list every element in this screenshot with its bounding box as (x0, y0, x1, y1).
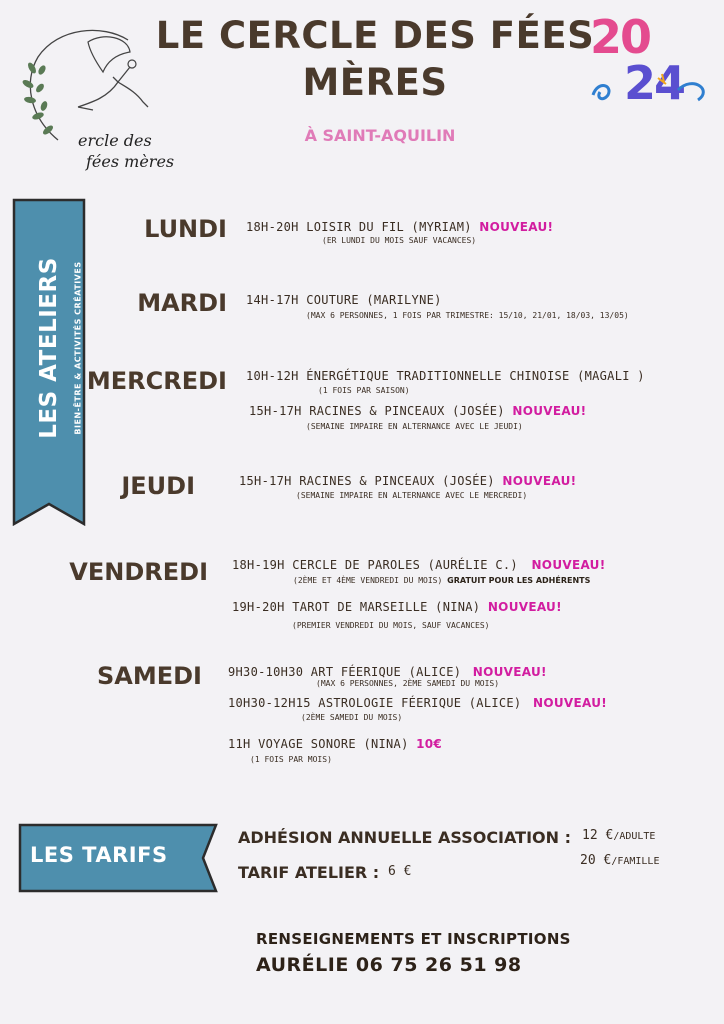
vendredi-note-2: (PREMIER VENDREDI DU MOIS, SAUF VACANCES) (292, 621, 490, 630)
gratuit-label: GRATUIT POUR LES ADHÉRENTS (447, 576, 591, 585)
lundi-activity-1 (246, 220, 553, 234)
day-jeudi: JEUDI (121, 472, 195, 500)
new-badge: NOUVEAU! (479, 220, 554, 234)
page-title (150, 12, 600, 106)
year-badge (588, 10, 713, 125)
samedi-activity-1 (228, 665, 547, 679)
samedi-note-1: (MAX 6 PERSONNES, 2ÈME SAMEDI DU MOIS) (316, 679, 500, 688)
logo-line-2: fées mères (86, 152, 175, 171)
activity-text: 15H-17H RACINES & PINCEAUX (JOSÉE) (249, 404, 505, 418)
price-unit: /FAMILLE (611, 856, 660, 867)
activity-text: 9H30-10H30 ART FÉERIQUE (ALICE) (228, 665, 462, 679)
new-badge: NOUVEAU! (502, 474, 577, 488)
activity-text: 18H-20H LOISIR DU FIL (MYRIAM) (246, 220, 472, 234)
activity-text: 15H-17H RACINES & PINCEAUX (JOSÉE) (239, 474, 495, 488)
fairy-wing (88, 37, 130, 72)
new-badge: NOUVEAU! (512, 404, 587, 418)
atelier-price: 6 € (388, 864, 412, 879)
price-value: 20 € (580, 853, 612, 868)
vendredi-activity-1 (232, 558, 605, 572)
contact-phone: AURÉLIE 06 75 26 51 98 (256, 954, 522, 976)
activity-text: 19H-20H TAROT DE MARSEILLE (NINA) (232, 600, 481, 614)
price-unit: /ADULTE (613, 831, 656, 842)
vendredi-note-1 (293, 576, 590, 585)
note-text: (2ÈME ET 4ÈME VENDREDI DU MOIS) (293, 576, 443, 585)
activity-text: 11H VOYAGE SONORE (NINA) (228, 737, 409, 751)
ateliers-title: LES ATELIERS (36, 257, 62, 439)
logo-text (78, 130, 174, 172)
mercredi-note-2: (SEMAINE IMPAIRE EN ALTERNANCE AVEC LE JEUDI) (306, 422, 523, 431)
samedi-activity-3 (228, 737, 442, 751)
new-badge: NOUVEAU! (472, 665, 547, 679)
activity-text: 18H-19H CERCLE DE PAROLES (AURÉLIE C.) (232, 558, 518, 572)
tarifs-title: LES TARIFS (30, 843, 168, 867)
samedi-activity-2 (228, 696, 607, 710)
samedi-note-2: (2ÈME SAMEDI DU MOIS) (301, 713, 403, 722)
day-mardi: MARDI (137, 289, 227, 317)
samedi-note-3: (1 FOIS PAR MOIS) (250, 755, 332, 764)
day-vendredi: VENDREDI (69, 558, 208, 586)
ateliers-subtitle: BIEN-ÊTRE & ACTIVITÉS CRÉATIVES (73, 261, 83, 435)
adhesion-adult-price (582, 828, 655, 843)
day-samedi: SAMEDI (97, 662, 202, 690)
activity-text: 10H30-12H15 ASTROLOGIE FÉERIQUE (ALICE) (228, 696, 522, 710)
mercredi-activity-1: 10H-12H ÉNERGÉTIQUE TRADITIONNELLE CHINOISE (MAGALI ) (246, 369, 645, 383)
mardi-activity-1: 14H-17H COUTURE (MARILYNE) (246, 293, 442, 307)
atelier-label: TARIF ATELIER : (238, 863, 380, 882)
year-swirl-icon (588, 70, 713, 125)
title-line-1: LE CERCLE DES FÉES (155, 14, 595, 57)
fairy-body (78, 67, 148, 110)
page-subtitle: À SAINT-AQUILIN (304, 126, 456, 145)
new-badge: NOUVEAU! (533, 696, 608, 710)
new-badge: NOUVEAU! (487, 600, 562, 614)
logo-circle-arc (30, 30, 128, 140)
day-mercredi: MERCREDI (86, 367, 227, 395)
vendredi-activity-2 (232, 600, 562, 614)
year-top: 20 (590, 10, 651, 64)
logo-line-1: ercle des (78, 131, 152, 150)
contact-heading: RENSEIGNEMENTS ET INSCRIPTIONS (256, 930, 571, 948)
mardi-note-1: (MAX 6 PERSONNES, 1 FOIS PAR TRIMESTRE: 15/10, 21/01, 18/03, 13/05) (306, 311, 629, 320)
jeudi-note-1: (SEMAINE IMPAIRE EN ALTERNANCE AVEC LE MERCREDI) (296, 491, 528, 500)
year-bottom: 24 (624, 56, 685, 110)
price-badge: 10€ (416, 737, 443, 751)
ateliers-banner-text (12, 198, 86, 498)
mercredi-note-1: (1 FOIS PAR SAISON) (318, 386, 410, 395)
new-badge: NOUVEAU! (531, 558, 606, 572)
lundi-note-1: (ER LUNDI DU MOIS SAUF VACANCES) (322, 236, 477, 245)
price-value: 12 € (582, 828, 614, 843)
jeudi-activity-1 (239, 474, 576, 488)
adhesion-label: ADHÉSION ANNUELLE ASSOCIATION : (238, 828, 571, 847)
title-line-2: MÈRES (302, 61, 448, 104)
mercredi-activity-2 (249, 404, 586, 418)
adhesion-family-price (580, 853, 659, 868)
day-lundi: LUNDI (144, 215, 227, 243)
